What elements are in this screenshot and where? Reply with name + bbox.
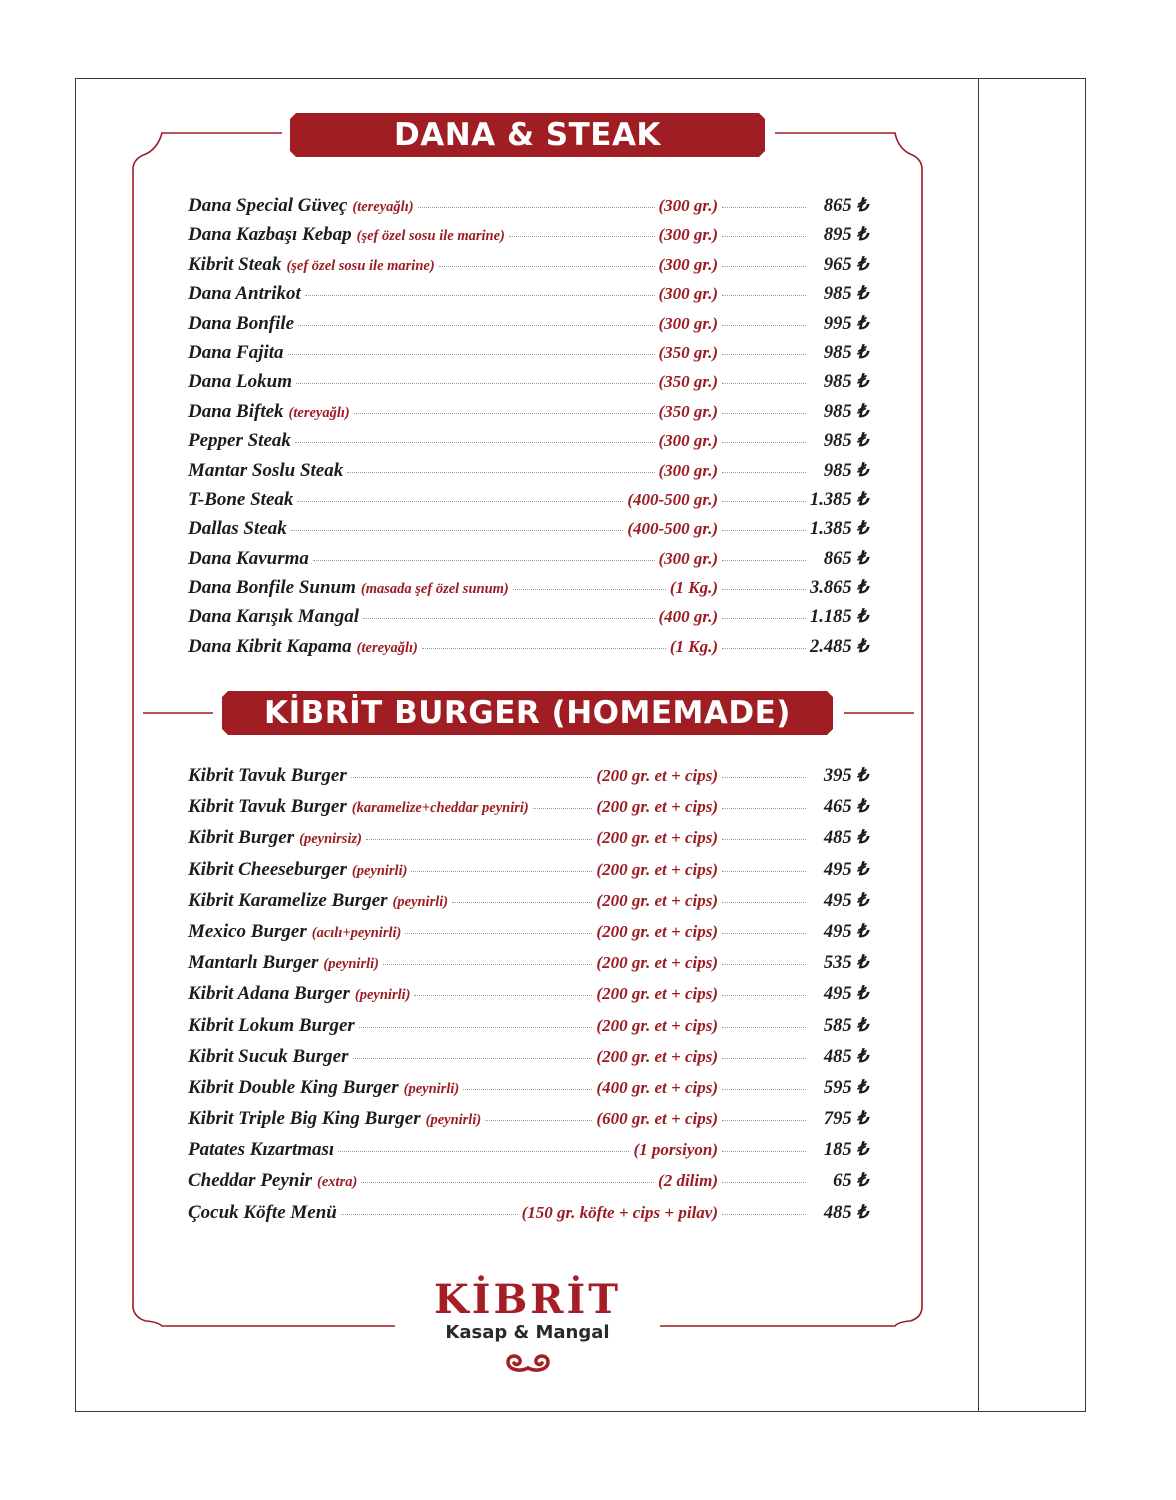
item-portion: (150 gr. köfte + cips + pilav) [521, 1202, 718, 1222]
item-note: (extra) [317, 1174, 358, 1191]
item-portion: (400-500 gr.) [627, 519, 718, 539]
menu-item-row [188, 254, 868, 283]
item-name: Pepper Steak [188, 430, 291, 452]
item-price: 585 ₺ [823, 1015, 868, 1036]
ornament-swirl-icon [498, 1348, 558, 1374]
item-note: (tereyağlı) [288, 404, 350, 421]
item-name: Kibrit Steak [188, 253, 282, 275]
item-portion: (200 gr. et + cips) [596, 797, 718, 817]
item-name: Dana Biftek [188, 400, 284, 422]
item-price: 965 ₺ [823, 254, 868, 275]
item-portion: (300 gr.) [658, 460, 718, 480]
item-price: 495 ₺ [823, 890, 868, 911]
menu-item-row [188, 548, 868, 577]
item-name: Kibrit Karamelize Burger [188, 889, 388, 911]
menu-item-row [188, 1139, 868, 1170]
dot-leader [722, 871, 806, 872]
item-name: Çocuk Köfte Menü [188, 1201, 337, 1223]
item-name: Dana Karışık Mangal [188, 606, 360, 628]
item-name: Kibrit Lokum Burger [188, 1014, 355, 1036]
item-portion: (300 gr.) [658, 431, 718, 451]
item-portion: (350 gr.) [658, 372, 718, 392]
item-price: 985 ₺ [823, 431, 868, 452]
item-portion: (200 gr. et + cips) [596, 766, 718, 785]
menu-item-row [188, 195, 868, 224]
item-name: Dana Fajita [188, 341, 284, 363]
item-name: Kibrit Cheeseburger [188, 858, 347, 880]
item-note: (peynirli) [323, 956, 379, 973]
item-portion: (300 gr.) [658, 284, 718, 304]
item-name: Mexico Burger [188, 920, 307, 942]
dot-leader [722, 1182, 806, 1183]
item-price: 535 ₺ [823, 953, 868, 974]
item-portion: (300 gr.) [658, 313, 718, 333]
item-name: Kibrit Double King Burger [188, 1076, 399, 1098]
item-note: (karamelize+cheddar peyniri) [351, 800, 529, 817]
menu-item-row [188, 283, 868, 312]
section-banner-dana-steak [290, 113, 765, 157]
dot-leader [405, 933, 592, 934]
item-note: (peynirli) [354, 987, 411, 1004]
menu-item-row [188, 606, 868, 635]
item-price: 995 ₺ [823, 313, 868, 334]
item-price: 185 ₺ [823, 1140, 868, 1161]
dot-leader [354, 413, 655, 414]
item-note: (masada şef özel sunum) [360, 581, 509, 598]
logo-subtitle: Kasap & Mangal [445, 1322, 610, 1343]
dot-leader [288, 354, 655, 355]
item-note: (şef özel sosu ile marine) [356, 228, 505, 245]
dot-leader [722, 1089, 806, 1090]
menu-item-row [188, 859, 868, 890]
dot-leader [361, 1182, 654, 1183]
item-price: 65 ₺ [833, 1171, 868, 1192]
dot-leader [485, 1120, 592, 1121]
menu-item-row [188, 983, 868, 1014]
item-name: Kibrit Tavuk Burger [188, 796, 347, 818]
item-note: (peynirsiz) [299, 831, 362, 848]
dot-leader [722, 1027, 806, 1028]
dot-leader [418, 207, 655, 208]
item-name: Dana Special Güveç [188, 195, 348, 216]
menu-list-dana-steak [188, 195, 868, 665]
menu-item-row [188, 1108, 868, 1139]
dot-leader [452, 902, 592, 903]
dot-leader [359, 1027, 593, 1028]
section-banner-kibrit-burger [222, 691, 833, 735]
item-portion: (300 gr.) [658, 548, 718, 568]
dot-leader [722, 530, 806, 531]
dot-leader [722, 442, 806, 443]
menu-item-row [188, 1015, 868, 1046]
dot-leader [509, 236, 655, 237]
item-price: 865 ₺ [823, 196, 868, 216]
dot-leader [722, 472, 806, 473]
dot-leader [383, 964, 592, 965]
item-price: 865 ₺ [823, 548, 868, 569]
item-portion: (400 gr.) [658, 607, 718, 627]
dot-leader [296, 383, 655, 384]
dot-leader [722, 777, 806, 778]
item-name: T-Bone Steak [188, 488, 294, 510]
dot-leader [439, 266, 655, 267]
dot-leader [422, 648, 666, 649]
item-name: Dana Bonfile Sunum [188, 577, 356, 599]
restaurant-logo [395, 1268, 660, 1386]
item-name: Kibrit Triple Big King Burger [188, 1108, 421, 1130]
dot-leader [722, 295, 806, 296]
dot-leader [722, 648, 806, 649]
item-price: 595 ₺ [823, 1077, 868, 1098]
menu-item-row [188, 313, 868, 342]
item-portion: (1 Kg.) [669, 578, 718, 598]
item-name: Dana Kibrit Kapama [188, 635, 352, 657]
menu-list-kibrit-burger [188, 765, 868, 1233]
item-note: (peynirli) [351, 862, 408, 879]
item-name: Mantarlı Burger [188, 952, 319, 974]
menu-item-row [188, 577, 868, 606]
dot-leader [722, 618, 806, 619]
dot-leader [366, 839, 592, 840]
item-price: 485 ₺ [823, 1202, 868, 1223]
item-note: (acılı+peynirli) [311, 924, 402, 941]
dot-leader [722, 354, 806, 355]
dot-leader [722, 236, 806, 237]
dot-leader [305, 295, 655, 296]
dot-leader [341, 1214, 518, 1215]
item-portion: (300 gr.) [658, 196, 718, 215]
dot-leader [722, 266, 806, 267]
dot-leader [313, 560, 655, 561]
menu-item-row [188, 460, 868, 489]
item-note: (peynirli) [403, 1080, 460, 1097]
item-portion: (200 gr. et + cips) [596, 984, 718, 1004]
dot-leader [722, 207, 806, 208]
item-portion: (200 gr. et + cips) [596, 859, 718, 879]
item-name: Patates Kızartması [188, 1139, 335, 1161]
menu-item-row [188, 401, 868, 430]
menu-item-row [188, 1202, 868, 1233]
item-name: Dana Kazbaşı Kebap [188, 224, 352, 246]
item-price: 1.185 ₺ [810, 607, 869, 628]
item-portion: (400-500 gr.) [627, 489, 718, 509]
item-portion: (300 gr.) [658, 254, 718, 274]
section-title: KİBRİT BURGER (HOMEMADE) [264, 695, 791, 731]
item-price: 1.385 ₺ [810, 519, 869, 540]
item-portion: (400 gr. et + cips) [596, 1077, 718, 1097]
item-name: Kibrit Sucuk Burger [188, 1045, 349, 1067]
dot-leader [722, 560, 806, 561]
menu-item-row [188, 636, 868, 665]
menu-item-row [188, 1077, 868, 1108]
dot-leader [722, 964, 806, 965]
menu-item-row [188, 1046, 868, 1077]
item-price: 2.485 ₺ [810, 636, 869, 657]
menu-item-row [188, 765, 868, 796]
item-portion: (350 gr.) [658, 342, 718, 362]
item-price: 465 ₺ [823, 797, 868, 818]
menu-item-row [188, 1170, 868, 1201]
item-name: Dana Lokum [188, 371, 292, 393]
item-name: Cheddar Peynir [188, 1170, 313, 1192]
menu-item-row [188, 371, 868, 400]
dot-leader [722, 1120, 806, 1121]
section-title: DANA & STEAK [394, 117, 661, 153]
dot-leader [722, 902, 806, 903]
item-price: 395 ₺ [823, 766, 868, 786]
item-name: Kibrit Tavuk Burger [188, 765, 347, 786]
item-note: (tereyağlı) [356, 639, 418, 656]
menu-item-row [188, 827, 868, 858]
menu-item-row [188, 489, 868, 518]
item-portion: (200 gr. et + cips) [596, 828, 718, 848]
dot-leader [722, 1214, 806, 1215]
item-price: 485 ₺ [823, 1046, 868, 1067]
dot-leader [722, 1058, 806, 1059]
item-name: Dana Bonfile [188, 312, 295, 334]
item-price: 3.865 ₺ [810, 578, 869, 599]
item-price: 495 ₺ [823, 984, 868, 1005]
item-portion: (200 gr. et + cips) [596, 1015, 718, 1035]
dot-leader [463, 1089, 592, 1090]
dot-leader [722, 383, 806, 384]
item-price: 985 ₺ [823, 342, 868, 363]
dot-leader [353, 1058, 593, 1059]
item-portion: (600 gr. et + cips) [596, 1109, 718, 1129]
menu-item-row [188, 796, 868, 827]
item-name: Dana Kavurma [188, 547, 309, 569]
item-portion: (300 gr.) [658, 225, 718, 245]
dot-leader [297, 501, 623, 502]
dot-leader [722, 1151, 806, 1152]
dot-leader [338, 1151, 629, 1152]
item-portion: (200 gr. et + cips) [596, 1046, 718, 1066]
menu-item-row [188, 518, 868, 547]
item-note: (peynirli) [392, 893, 449, 910]
item-name: Dana Antrikot [188, 283, 301, 305]
item-name: Mantar Soslu Steak [188, 459, 344, 481]
menu-item-row [188, 224, 868, 253]
menu-item-row [188, 430, 868, 459]
menu-item-row [188, 921, 868, 952]
item-price: 485 ₺ [823, 828, 868, 849]
dot-leader [291, 530, 624, 531]
item-note: (tereyağlı) [352, 199, 414, 215]
dot-leader [722, 325, 806, 326]
dot-leader [363, 618, 654, 619]
dot-leader [722, 995, 806, 996]
item-portion: (200 gr. et + cips) [596, 953, 718, 973]
item-portion: (1 porsiyon) [633, 1140, 718, 1160]
item-price: 985 ₺ [823, 401, 868, 422]
dot-leader [722, 501, 806, 502]
item-portion: (200 gr. et + cips) [596, 921, 718, 941]
item-price: 495 ₺ [823, 921, 868, 942]
dot-leader [513, 589, 666, 590]
item-name: Dallas Steak [188, 518, 287, 540]
item-price: 1.385 ₺ [810, 489, 869, 510]
dot-leader [351, 777, 593, 778]
dot-leader [722, 933, 806, 934]
item-portion: (1 Kg.) [669, 636, 718, 656]
item-portion: (350 gr.) [658, 401, 718, 421]
item-note: (peynirli) [425, 1112, 482, 1129]
item-portion: (2 dilim) [658, 1171, 718, 1191]
item-portion: (200 gr. et + cips) [596, 890, 718, 910]
dot-leader [411, 871, 592, 872]
logo-wordmark: KİBRİT [433, 1276, 621, 1323]
item-note: (şef özel sosu ile marine) [286, 257, 435, 274]
item-name: Kibrit Adana Burger [188, 983, 350, 1005]
item-price: 985 ₺ [823, 284, 868, 305]
item-price: 985 ₺ [823, 372, 868, 393]
dot-leader [722, 413, 806, 414]
dot-leader [722, 808, 806, 809]
dot-leader [295, 442, 655, 443]
dot-leader [414, 995, 592, 996]
menu-item-row [188, 342, 868, 371]
dot-leader [722, 839, 806, 840]
item-price: 795 ₺ [823, 1109, 868, 1130]
item-price: 895 ₺ [823, 225, 868, 246]
item-price: 495 ₺ [823, 859, 868, 880]
dot-leader [347, 472, 654, 473]
menu-item-row [188, 952, 868, 983]
item-name: Kibrit Burger [188, 827, 295, 849]
item-price: 985 ₺ [823, 460, 868, 481]
dot-leader [298, 325, 654, 326]
menu-item-row [188, 890, 868, 921]
dot-leader [722, 589, 806, 590]
dot-leader [533, 808, 593, 809]
